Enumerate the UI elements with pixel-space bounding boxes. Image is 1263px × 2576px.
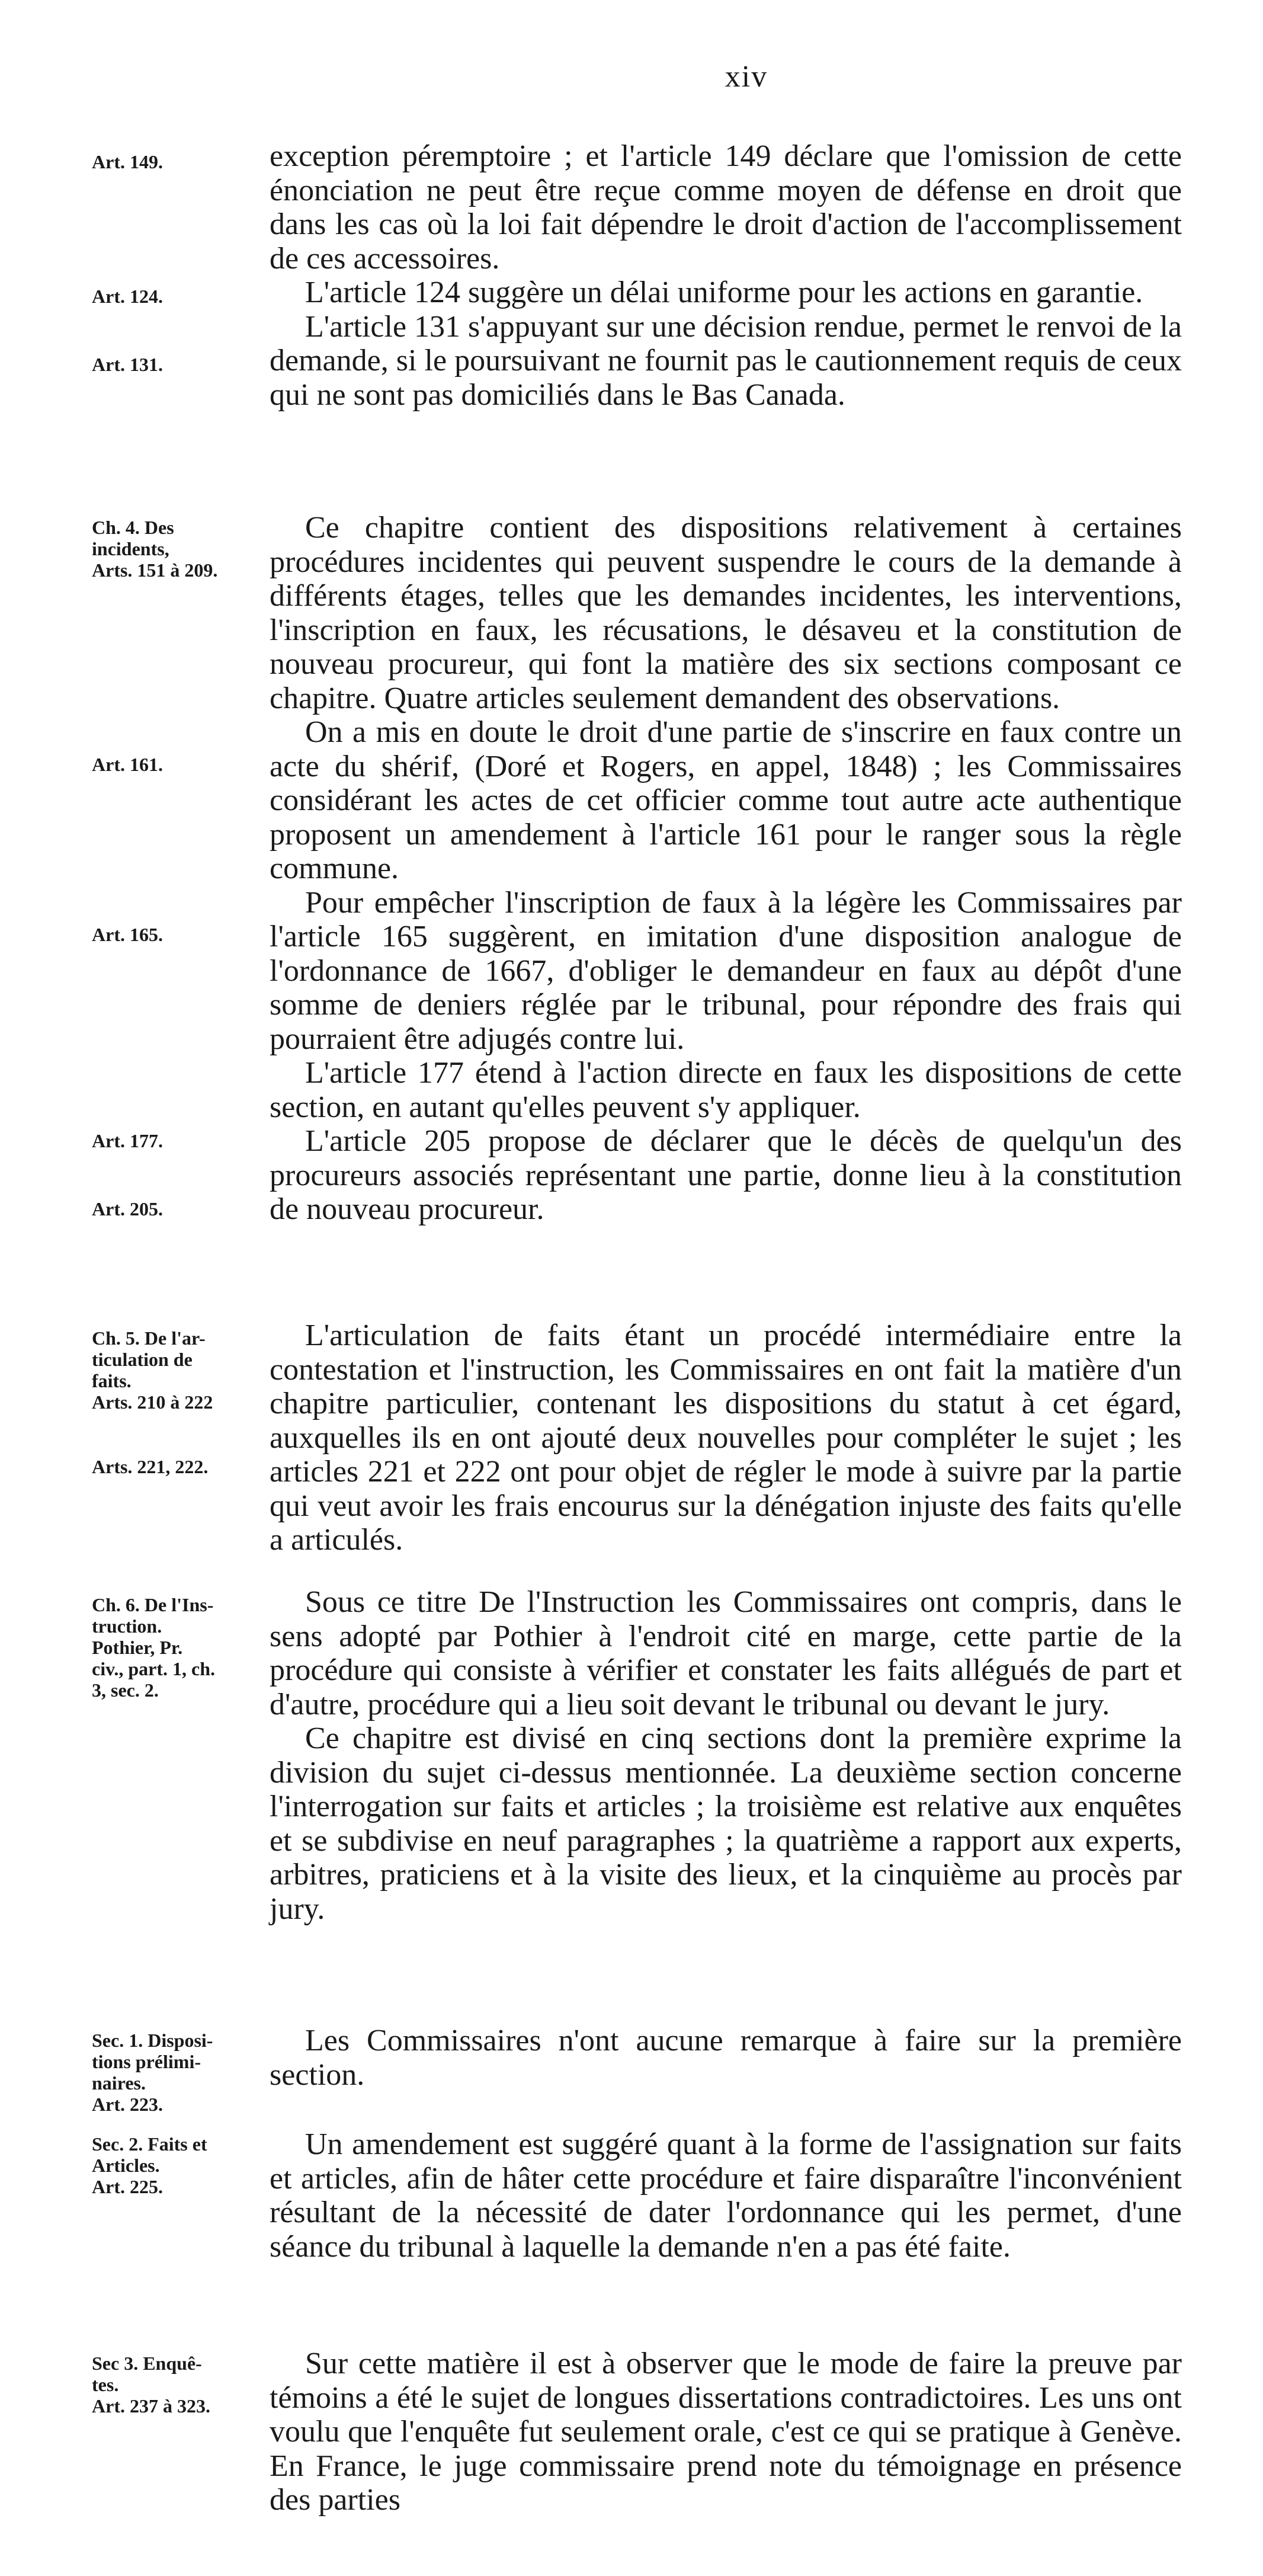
margin-note-line: Sec 3. Enquê- [92, 2353, 202, 2374]
margin-note-line: Sec. 1. Disposi- [92, 2030, 213, 2051]
paragraph: L'article 124 suggère un délai uniforme pour les actions en garantie. [305, 276, 1143, 309]
margin-note [92, 1327, 270, 1413]
paragraph: L'article 131 s'appuyant sur une décision rendue, permet le renvoi de la demande, si le poursuivant ne fournit pas le cautionnement requis de ceux qui ne sont pas domiciliés dans le Bas Canada. [270, 309, 1182, 412]
paragraph: L'article 205 propose de déclarer que le décès de quelqu'un des procureurs associés représentant une partie, donne lieu à la constitution de nouveau procureur. [270, 1124, 1182, 1226]
margin-note-line: Art. 205. [92, 1198, 163, 1220]
body-text [270, 139, 1182, 412]
margin-note [92, 2353, 270, 2417]
margin-note-line: faits. [92, 1370, 132, 1391]
paragraph: Sous ce titre De l'Instruction les Commissaires ont compris, dans le sens adopté par Pothier à l'endroit cité en marge, cette partie de la procédure qui consiste à vérifier et constater les faits allégués de part et d'autre, procédure qui a lieu soit devant le tribunal ou devant le jury. [270, 1585, 1182, 1721]
margin-note-line: truction. [92, 1615, 162, 1637]
body-text [270, 2347, 1182, 2517]
paragraph: L'article 177 étend à l'action directe en faux les dispositions de cette section, en autant qu'elles peuvent s'y appliquer. [270, 1056, 1182, 1124]
page-number: xiv [725, 60, 768, 94]
margin-note [92, 2030, 270, 2115]
margin-note-line: Art. 223. [92, 2094, 163, 2115]
margin-note [92, 754, 270, 775]
paragraph: Ce chapitre est divisé en cinq sections dont la première exprime la division du sujet ci-dessus mentionnée. La deuxième section concerne l'interrogation sur faits et articles ; la troisième est relative aux enquêtes et se subdivise en neuf paragraphes ; la quatrième a rapport aux experts, arbitres, praticiens et à la visite des lieux, et la cinquième au procès par jury. [270, 1721, 1182, 1926]
paragraph: On a mis en doute le droit d'une partie de s'inscrire en faux contre un acte du shérif, (Doré et Rogers, en appel, 1848) ; les Commissaires considérant les actes de cet officier comme tout autre acte authentique proposent un amendement à l'article 161 pour le ranger sous la règle commune. [270, 715, 1182, 885]
margin-note-line: naires. [92, 2072, 146, 2094]
margin-note-line: Art. 149. [92, 151, 163, 172]
margin-note [92, 1198, 270, 1220]
margin-note [92, 1456, 270, 1477]
margin-note-line: Ch. 6. De l'Ins- [92, 1594, 214, 1615]
margin-note [92, 354, 270, 375]
margin-note [92, 151, 270, 172]
margin-note [92, 286, 270, 307]
paragraph: exception péremptoire ; et l'article 149 déclare que l'omission de cette énonciation ne peut être reçue comme moyen de défense en droit que dans les cas où la loi fait dépendre le droit d'action de l'accomplissement de ces accessoires. [270, 139, 1182, 276]
paragraph: Ce chapitre contient des dispositions relativement à certaines procédures incidentes qui peuvent suspendre le cours de la demande à différents étages, telles que les demandes incidentes, les interventions, l'inscription en faux, les récusations, le désaveu et la constitution de nouveau procureur, qui font la matière des six sections composant ce chapitre. Quatre articles seulement demandent des observations. [270, 511, 1182, 715]
paragraph: Pour empêcher l'inscription de faux à la légère les Commissaires par l'article 165 suggèrent, en imitation d'une disposition analogue de l'ordonnance de 1667, d'obliger le demandeur en faux au dépôt d'une somme de deniers réglée par le tribunal, pour répondre des frais qui pourraient être adjugés contre lui. [270, 885, 1182, 1056]
margin-note [92, 1594, 270, 1701]
margin-note-line: Arts. 210 à 222 [92, 1391, 213, 1413]
margin-note-line: ticulation de [92, 1349, 193, 1370]
margin-note [92, 924, 270, 945]
margin-note-line: Art. 161. [92, 754, 163, 775]
margin-note-line: Art. 131. [92, 354, 163, 375]
margin-note [92, 517, 270, 581]
margin-note-line: Art. 225. [92, 2176, 163, 2197]
margin-note-line: tes. [92, 2374, 119, 2395]
margin-note-line: Pothier, Pr. [92, 1637, 183, 1658]
margin-note-line: Articles. [92, 2155, 160, 2176]
margin-note-line: civ., part. 1, ch. [92, 1658, 215, 1679]
margin-note [92, 1130, 270, 1151]
paragraph: L'articulation de faits étant un procédé intermédiaire entre la contestation et l'instruction, les Commissaires en ont fait la matière d'un chapitre particulier, contenant les dispositions du statut à cet égard, auxquelles ils en ont ajouté deux nouvelles pour compléter le sujet ; les articles 221 et 222 ont pour objet de régler le mode à suivre par la partie qui veut avoir les frais encourus sur la dénégation injuste des faits qu'elle a articulés. [270, 1319, 1182, 1557]
margin-note [92, 2133, 270, 2197]
margin-note-line: 3, sec. 2. [92, 1679, 159, 1701]
body-text [270, 2024, 1182, 2092]
margin-note-line: Art. 165. [92, 924, 163, 945]
margin-note-line: Art. 237 à 323. [92, 2395, 210, 2417]
body-text [270, 1585, 1182, 1926]
margin-note-line: tions prélimi- [92, 2051, 201, 2072]
paragraph: Un amendement est suggéré quant à la forme de l'assignation sur faits et articles, afin de hâter cette procédure et faire disparaître l'inconvénient résultant de la nécessité de dater l'ordonnance qui les permet, d'une séance du tribunal à laquelle la demande n'en a pas été faite. [270, 2127, 1182, 2264]
margin-note-line: Arts. 221, 222. [92, 1456, 209, 1477]
paragraph: Sur cette matière il est à observer que le mode de faire la preuve par témoins a été le sujet de longues dissertations contradictoires. Les uns ont voulu que l'enquête fut seulement orale, c'est ce qui se pratique à Genève. En France, le juge commissaire prend note du témoignage en présence des parties [270, 2347, 1182, 2517]
margin-note-line: Art. 124. [92, 286, 163, 307]
margin-note-line: Arts. 151 à 209. [92, 559, 218, 581]
margin-note-line: Ch. 5. De l'ar- [92, 1327, 206, 1349]
body-text [270, 2127, 1182, 2264]
margin-note-line: incidents, [92, 538, 169, 559]
body-text [270, 511, 1182, 1227]
margin-note-line: Ch. 4. Des [92, 517, 174, 538]
paragraph: Les Commissaires n'ont aucune remarque à faire sur la première section. [270, 2024, 1182, 2092]
body-text [270, 1319, 1182, 1557]
margin-note-line: Art. 177. [92, 1130, 163, 1151]
margin-note-line: Sec. 2. Faits et [92, 2133, 207, 2155]
